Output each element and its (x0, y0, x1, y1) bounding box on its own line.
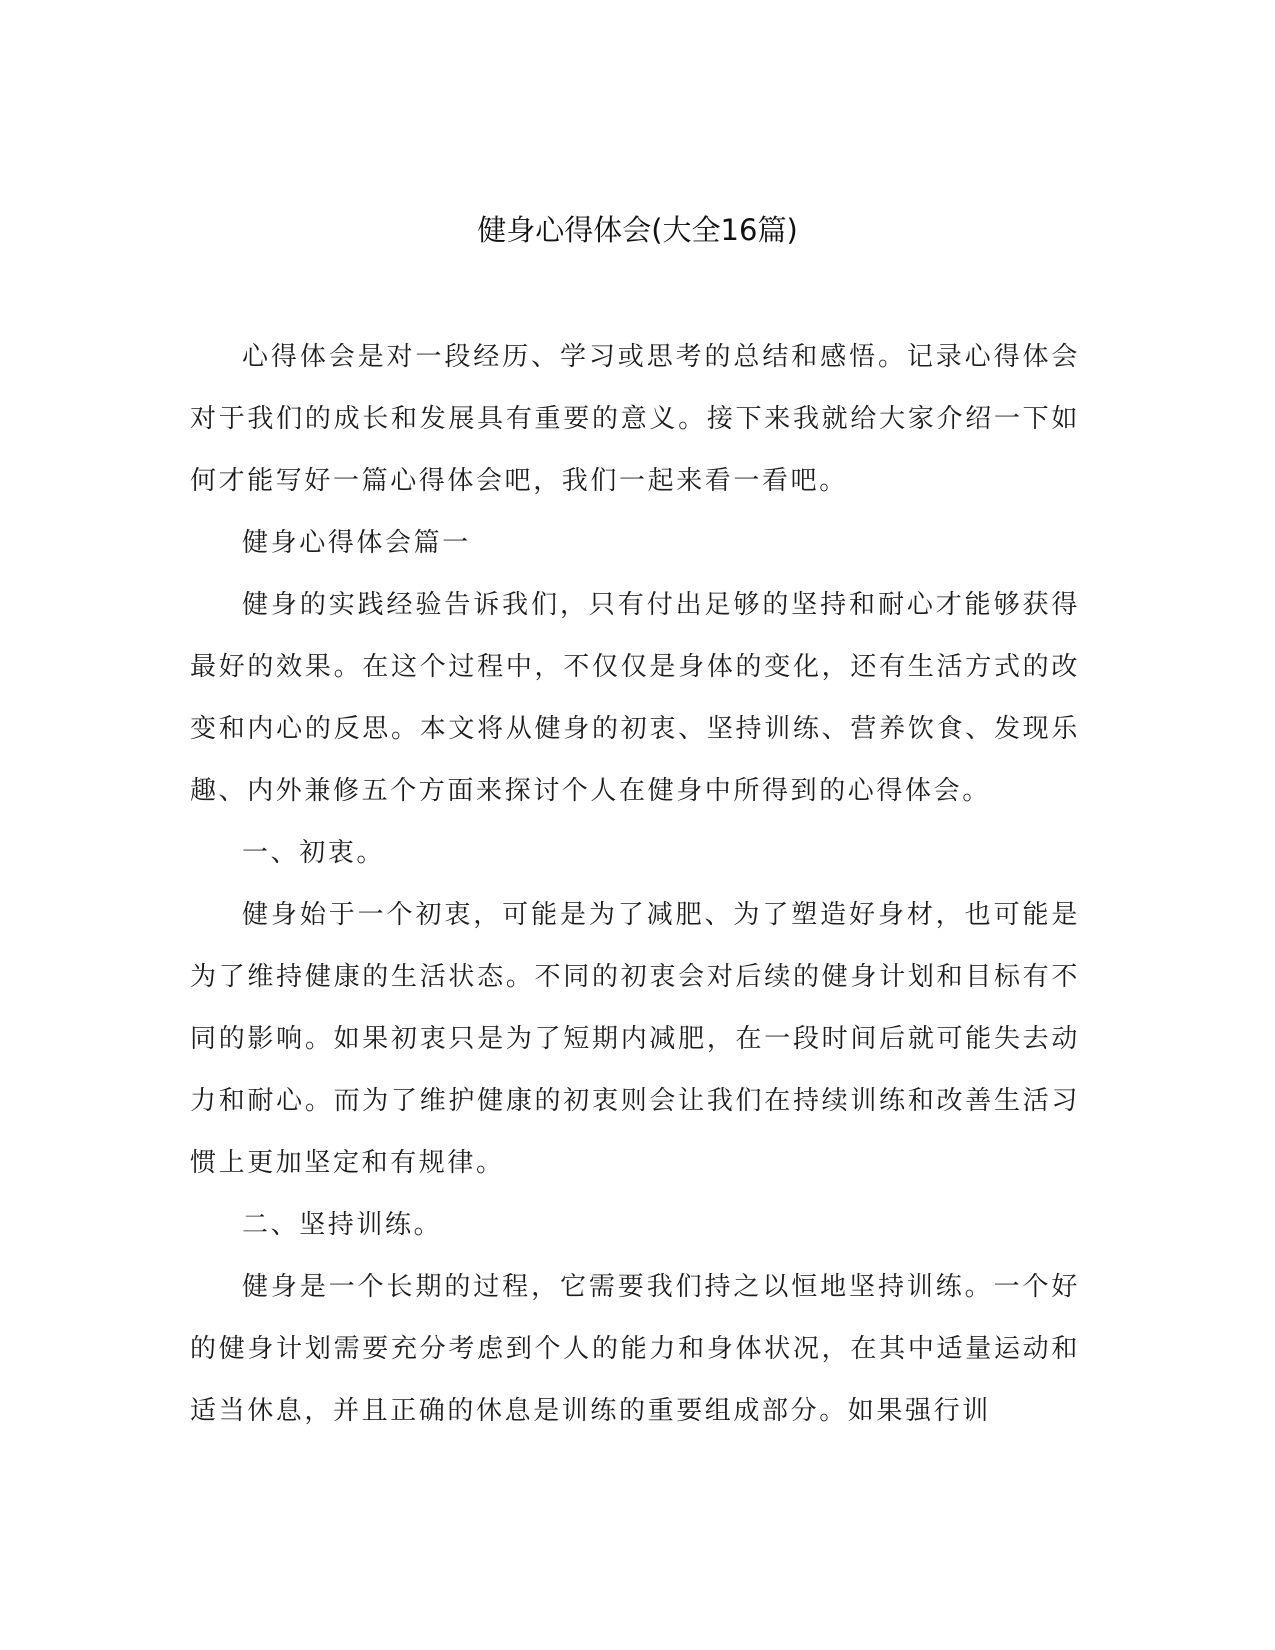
paragraph-original-intention: 健身始于一个初衷，可能是为了减肥、为了塑造好身材，也可能是为了维持健康的生活状态。不同的初衷会对后续的健身计划和目标有不同的影响。如果初衷只是为了短期内减肥，在一段时间后就可能失去动力和耐心。而为了维护健康的初衷则会让我们在持续训练和改善生活习惯上更加坚定和有规律。 (190, 900, 1080, 1178)
document-body (190, 326, 1080, 1442)
section-heading-part-one: 健身心得体会篇一 (242, 528, 471, 558)
paragraph-persistent-training: 健身是一个长期的过程，它需要我们持之以恒地坚持训练。一个好的健身计划需要充分考虑到个人的能力和身体状况，在其中适量运动和适当休息，并且正确的休息是训练的重要组成部分。如果强行训 (190, 1272, 1080, 1426)
subheading-original-intention: 一、初衷。 (242, 838, 386, 868)
subheading-persistent-training: 二、坚持训练。 (242, 1210, 443, 1240)
paragraph-overview: 健身的实践经验告诉我们，只有付出足够的坚持和耐心才能够获得最好的效果。在这个过程中，不仅仅是身体的变化，还有生活方式的改变和内心的反思。本文将从健身的初衷、坚持训练、营养饮食、发现乐趣、内外兼修五个方面来探讨个人在健身中所得到的心得体会。 (190, 590, 1080, 806)
intro-paragraph: 心得体会是对一段经历、学习或思考的总结和感悟。记录心得体会对于我们的成长和发展具有重要的意义。接下来我就给大家介绍一下如何才能写好一篇心得体会吧，我们一起来看一看吧。 (190, 342, 1080, 496)
document-title: 健身心得体会(大全16篇) (477, 213, 798, 247)
